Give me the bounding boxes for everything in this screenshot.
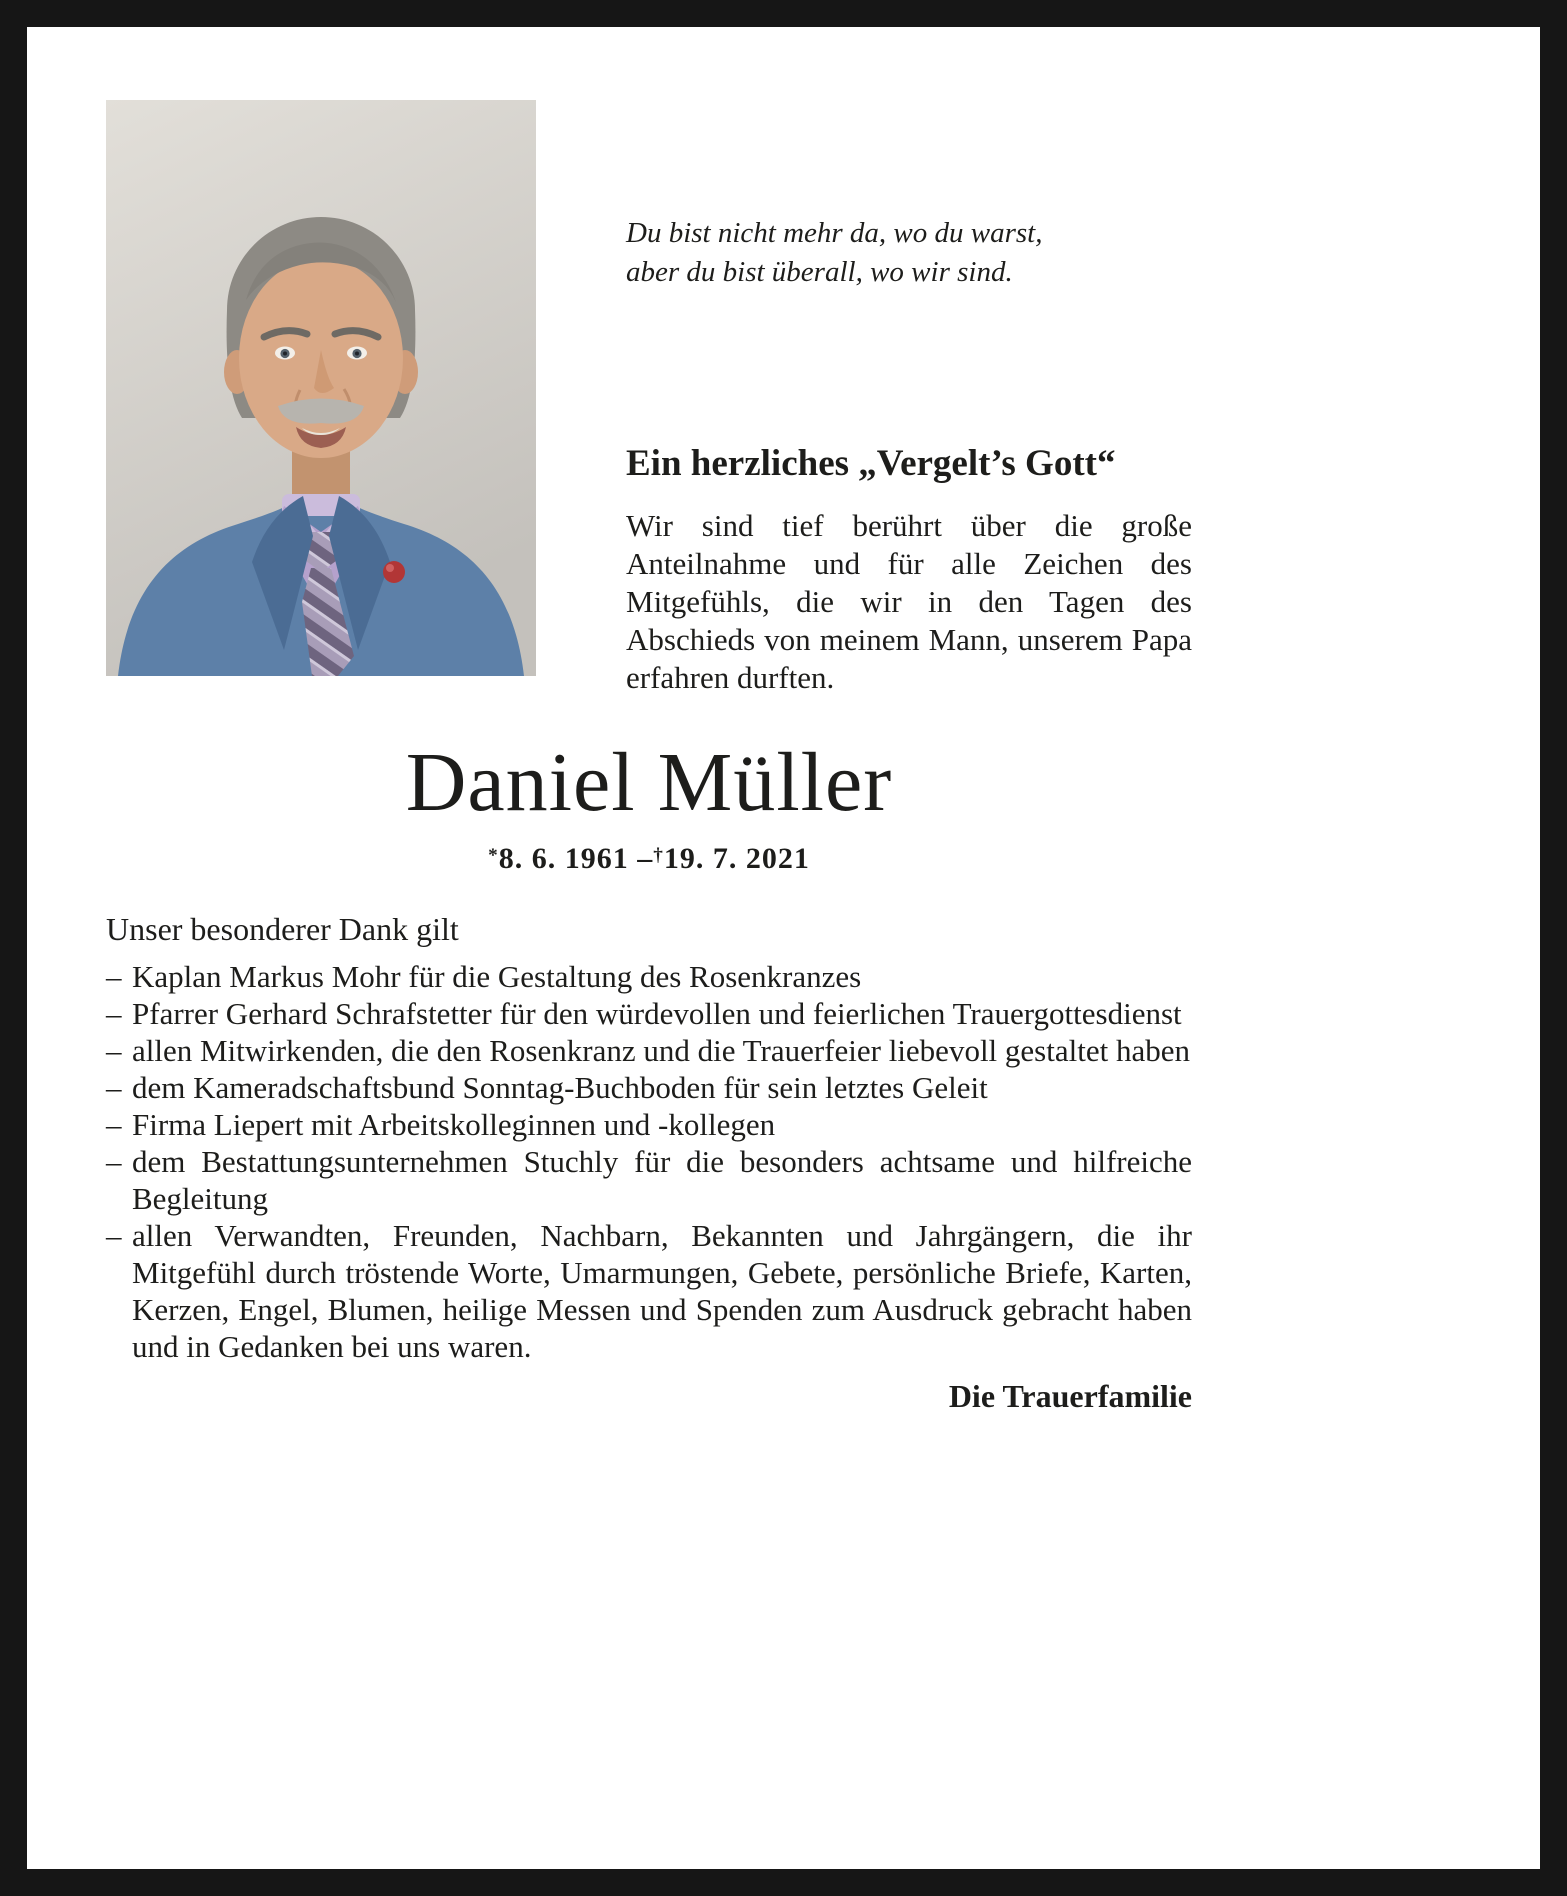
signature: Die Trauerfamilie — [948, 1378, 1192, 1415]
birth-date: 8. 6. 1961 — [498, 841, 629, 875]
list-dash: – — [106, 1070, 122, 1106]
death-symbol: † — [653, 844, 664, 866]
thanks-item — [106, 1143, 1192, 1217]
thanks-list — [106, 958, 1192, 1365]
portrait-photo — [106, 100, 536, 676]
thanks-headline: Ein herzliches „Vergelt’s Gott“ — [626, 443, 1116, 484]
thanks-lead: Unser besonderer Dank gilt — [106, 910, 459, 947]
thanks-item-text: Kaplan Markus Mohr für die Gestaltung des Rosenkranzes — [132, 959, 862, 995]
thanks-item-text: allen Verwandten, Freunden, Nachbarn, Bekannten und Jahrgängern, die ihr Mitgefühl durch tröstende Worte, Umarmungen, Gebete, persönliche Briefe, Karten, Kerzen, Engel, Blumen, heilige Messen und Spenden zum Ausdruck gebracht haben und in Gedanken bei uns waren. — [132, 1218, 1192, 1365]
thanks-item — [106, 1106, 1192, 1143]
list-dash: – — [106, 1033, 122, 1069]
header-row — [106, 100, 1192, 697]
thanks-item-text: allen Mitwirkenden, die den Rosenkranz und die Trauerfeier liebevoll gestaltet haben — [132, 1033, 1190, 1069]
portrait-photo-drawing — [106, 100, 536, 676]
thanks-item — [106, 1217, 1192, 1365]
list-dash: – — [106, 996, 122, 1032]
memorial-quote-line2: aber du bist überall, wo wir sind. — [626, 256, 1013, 288]
memorial-quote — [626, 214, 1192, 292]
death-date: 19. 7. 2021 — [663, 841, 810, 875]
memorial-quote-line1: Du bist nicht mehr da, wo du warst, — [626, 217, 1043, 249]
list-dash: – — [106, 1107, 122, 1143]
list-dash: – — [106, 1218, 122, 1254]
thanks-item-text: Pfarrer Gerhard Schrafstetter für den würdevollen und feierlichen Trauergottesdienst — [132, 996, 1182, 1032]
thanks-item — [106, 1032, 1192, 1069]
birth-symbol: * — [488, 844, 499, 866]
deceased-name: Daniel Müller — [405, 736, 893, 830]
life-dates — [106, 842, 1192, 876]
thanks-item — [106, 995, 1192, 1032]
thanks-item-text: Firma Liepert mit Arbeitskolleginnen und -kollegen — [132, 1107, 776, 1143]
thanks-item-text: dem Kameradschaftsbund Sonntag-Buchboden für sein letztes Geleit — [132, 1070, 988, 1106]
thanks-item — [106, 1069, 1192, 1106]
list-dash: – — [106, 959, 122, 995]
thanks-intro-paragraph: Wir sind tief berührt über die große Anteilnahme und für alle Zeichen des Mitgefühls, die wir in den Tagen des Abschieds von meinem Mann, unserem Papa erfahren durften. — [626, 508, 1192, 696]
thanks-item — [106, 958, 1192, 995]
thanks-item-text: dem Bestattungsunternehmen Stuchly für die besonders achtsame und hilfreiche Begleitung — [132, 1144, 1192, 1217]
list-dash: – — [106, 1144, 122, 1180]
obituary-paper — [27, 27, 1540, 1869]
header-text-column — [626, 100, 1192, 697]
obituary-content — [106, 100, 1192, 1415]
dates-separator: – — [637, 841, 654, 875]
